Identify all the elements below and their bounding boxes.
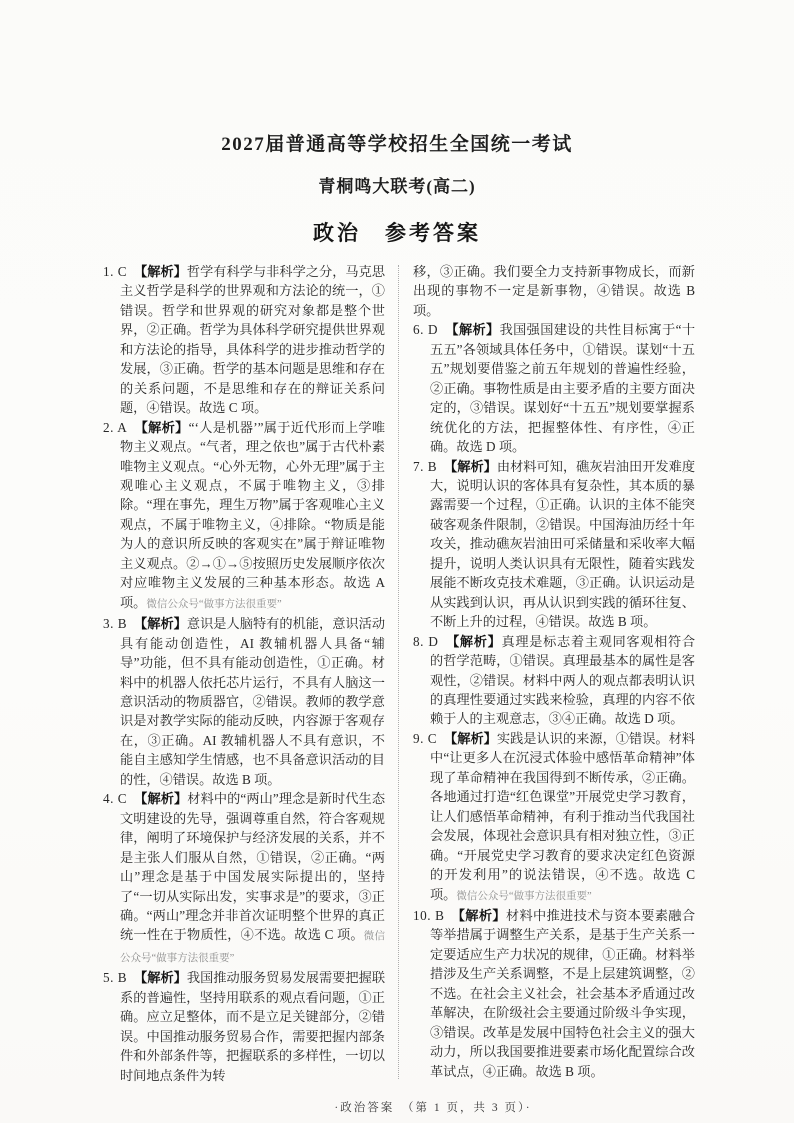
answer-columns — [103, 262, 695, 1085]
analysis-tag: 【解析】 — [445, 633, 502, 649]
answer-number: 8. D — [413, 633, 439, 649]
analysis-tag: 【解析】 — [451, 907, 506, 923]
analysis-tag: 【解析】 — [134, 970, 187, 986]
answer-number: 4. C — [103, 791, 128, 807]
answer-item-5-continuation: 移，③正确。我们要全力支持新事物成长，而新出现的事物不一定是新事物，④错误。故选 B 项。 — [413, 264, 695, 318]
answer-item-5 — [103, 968, 385, 1085]
analysis-tag: 【解析】 — [445, 322, 500, 338]
page-footer: ·政治答案 （第 1 页，共 3 页）· — [334, 1102, 532, 1115]
answer-item-1 — [103, 262, 385, 418]
analysis-tag: 【解析】 — [134, 791, 188, 807]
analysis-text: 材料中的“两山”理念是新时代生态文明建设的先导，强调尊重自然，符合客观规律，阐明了环境保护与经济发展的关系，并不是主张人们服从自然，①错误，②正确。“两山”理念是基于中国发展实际提出的，坚持了“一切从实际出发，实事求是”的要求，③正确。“两山”理念并非首次证明整个世界的真正统一性在于物质性，④不选。故选 C 项。 — [120, 791, 385, 943]
answer-number: 5. B — [103, 970, 128, 986]
answer-number: 3. B — [103, 616, 128, 632]
watermark-text: 微信公众号“做事方法很重要” — [146, 598, 282, 610]
exam-title: 2027届普通高等学校招生全国统一考试 — [221, 134, 573, 155]
analysis-text: 材料中推进技术与资本要素融合等举措属于调整生产关系，是基于生产关系一定要适应生产力状况的规律，①正确。材料举措涉及生产关系调整，不是上层建筑调整，②不选。在社会主义社会，社会基本矛盾通过改革解决，在阶级社会主要通过阶级斗争实现，③错误。改革是发展中国特色社会主义的强大动力，所以我国要推进要素市场化配置综合改革试点，④正确。故选 B 项。 — [430, 907, 696, 1079]
answer-number: 1. C — [103, 264, 128, 279]
answer-number: 7. B — [413, 458, 438, 474]
answer-item-2 — [103, 418, 385, 615]
analysis-text: 由材料可知，礁灰岩油田开发难度大，说明认识的客体具有复杂性，其本质的暴露需要一个过程，①正确。认识的主体不能突破客观条件限制，②错误。中国海油历经十年攻关，推动礁灰岩油田可采储量和采收率大幅提升，说明人类认识具有无限性，随着实践发展能不断攻克技术难题，③正确。认识运动是从实践到认识，再从认识到实践的循环往复、不断上升的过程，④错误。故选 B 项。 — [430, 458, 696, 630]
answer-item-8 — [413, 632, 695, 729]
analysis-text: 我国推动服务贸易发展需要把握联系的普遍性，坚持用联系的观点看问题，①正确。应立足整体，而不是立足关键部分，②错误。中国推动服务贸易合作，需要把握内部条件和外部条件等，把握联系的多样性，一切以时间地点条件为转 — [120, 970, 386, 1083]
analysis-tag: 【解析】 — [444, 730, 497, 746]
analysis-tag: 【解析】 — [134, 264, 187, 279]
answer-item-10 — [413, 906, 695, 1081]
left-column — [103, 262, 385, 1085]
answer-item-7 — [413, 457, 695, 632]
analysis-text: 哲学有科学与非科学之分，马克思主义哲学是科学的世界观和方法论的统一，①错误。哲学和世界观的研究对象都是整个世界，②正确。哲学为具体科学研究提供世界观和方法论的指导，具体科学的进步推动哲学的发展，③正确。哲学的基本问题是思维和存在的关系问题，不是思维和存在的辩证关系问题，④错误。故选 C 项。 — [120, 264, 386, 416]
answer-number: 9. C — [413, 730, 438, 746]
watermark-text: 微信公众号“做事方法很重要” — [456, 890, 592, 902]
answer-item-4 — [103, 789, 385, 968]
page-title: 政治 参考答案 — [313, 221, 481, 245]
right-column — [413, 262, 695, 1085]
answer-number: 10. B — [413, 907, 445, 923]
analysis-tag: 【解析】 — [134, 616, 187, 632]
watermark-text: 微信公众号“做事方法很重要” — [120, 931, 386, 964]
analysis-tag: 【解析】 — [134, 419, 189, 435]
analysis-text: “‘人是机器’”属于近代形而上学唯物主义观点。“气者，理之依也”属于古代朴素唯物主义观点。“心外无物，心外无理”属于主观唯心主义观点，不属于唯物主义，③排除。“理在事先，理生万物”属于客观唯心主义观点，不属于唯物主义，④排除。“物质是能为人的意识所反映的客观实在”属于辩证唯物主义观点。②→①→⑤按照历史发展顺序依次对应唯物主义发展的三种基本形态。故选 A 项。 — [120, 419, 386, 610]
answer-item-3 — [103, 614, 385, 789]
column-divider — [398, 265, 399, 1079]
analysis-text: 真理是标志着主观同客观相符合的哲学范畴，①错误。真理最基本的属性是客观性，②错误。材料中两人的观点都表明认识的真理性要通过实践来检验，真理的内容不依赖于人的主观意志，③④正确。故选 D 项。 — [430, 633, 696, 727]
exam-subtitle: 青桐鸣大联考(高二) — [318, 177, 476, 196]
answer-number: 6. D — [413, 322, 439, 338]
answer-item-9 — [413, 729, 695, 906]
answer-item-6 — [413, 320, 695, 456]
analysis-tag: 【解析】 — [444, 458, 497, 474]
answer-number: 2. A — [103, 419, 128, 435]
analysis-text: 我国强国建设的共性目标寓于“十五五”各领域具体任务中，①错误。谋划“十五五”规划要借鉴之前五年规划的普遍性经验，②正确。事物性质是由主要矛盾的主要方面决定的，③错误。谋划好“十五五”规划要掌握系统优化的方法，把握整体性、有序性，④正确。故选 D 项。 — [430, 322, 696, 455]
analysis-text: 实践是认识的来源，①错误。材料中“让更多人在沉浸式体验中感悟革命精神”体现了革命精神在我国得到不断传承，②正确。各地通过打造“红色课堂”开展党史学习教育，让人们感悟革命精神，有利于推动当代我国社会发展，体现社会意识具有相对独立性，③正确。“开展党史学习教育的要求决定红色资源的开发利用”的说法错误，④不选。故选 C 项。 — [430, 730, 696, 902]
analysis-text: 意识是人脑特有的机能，意识活动具有能动创造性，AI 教辅机器人具备“辅导”功能，但不具有能动创造性，①正确。材料中的机器人依托芯片运行，不具有人脑这一意识活动的物质器官，②错误。教师的教学意识是对教学实际的能动反映，内容源于客观存在，③正确。AI 教辅机器人不具有意识，不能自主感知学生情感，也不具备意识活动的目的性，④错误。故选 B 项。 — [120, 616, 386, 787]
document-header — [0, 0, 794, 247]
